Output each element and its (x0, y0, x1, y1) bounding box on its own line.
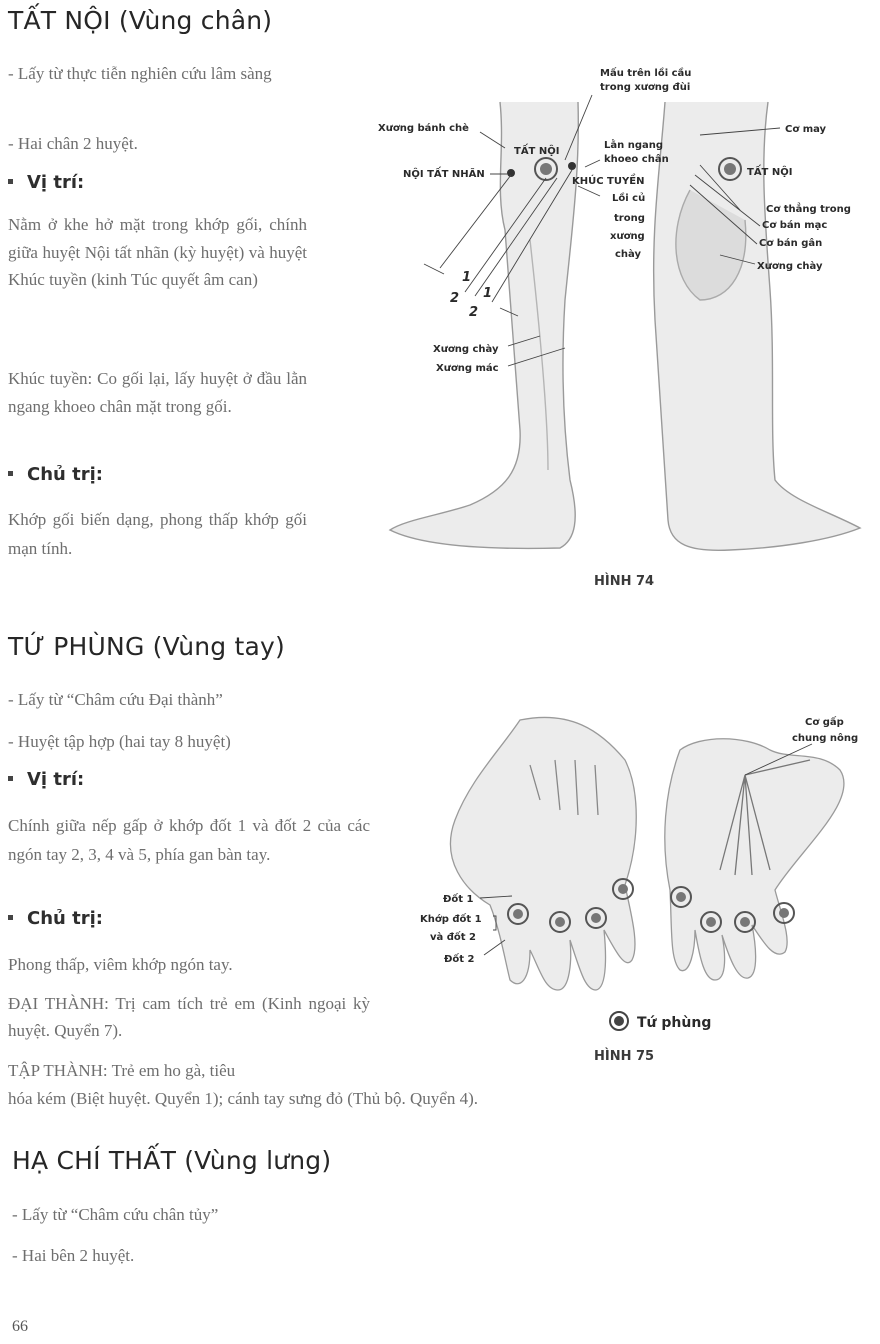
label-co-ban-gan: Cơ bán gân (759, 238, 823, 249)
label-measure-1a: 1 (462, 270, 472, 285)
point-count-text: - Hai chân 2 huyệt. (8, 134, 138, 153)
label-measure-2a: 2 (450, 291, 460, 306)
label-lan-ngang-1: Lằn ngang (604, 140, 664, 151)
location-heading: Vị trí: (8, 769, 84, 790)
label-mau-tren-1: Mấu trên lồi cầu (600, 68, 692, 79)
section-title-tu-phung: TỨ PHÙNG (Vùng tay) (8, 632, 285, 661)
label-noi-tat-nhan: NỘI TẤT NHÃN (403, 169, 485, 180)
label-xuong-chay-left: Xương chày (433, 344, 499, 355)
label-khop-1: Khớp đốt 1 (420, 914, 482, 925)
section-title-ha-chi-that: HẠ CHÍ THẤT (Vùng lưng) (12, 1146, 332, 1175)
label-measure-2b: 2 (469, 305, 479, 320)
figure-74-illustration (0, 0, 880, 600)
acupoint-khuc-tuyen (568, 162, 576, 170)
point-count-text: - Hai bên 2 huyệt. (12, 1246, 135, 1265)
label-tat-noi-right: TẤT NỘI (747, 167, 793, 178)
label-mau-tren-2: trong xương đùi (600, 82, 691, 93)
label-co-gap-1: Cơ gấp (805, 717, 844, 728)
location-heading: Vị trí: (8, 172, 84, 193)
source-text: - Lấy từ “Châm cứu chân tủy” (12, 1205, 219, 1224)
label-co-may: Cơ may (785, 124, 827, 135)
label-lan-ngang-2: khoeo chân (604, 154, 669, 165)
label-khuc-tuyen: KHÚC TUYỀN (572, 176, 645, 187)
indication-text: Phong thấp, viêm khớp ngón tay. (8, 955, 233, 974)
khuc-tuyen-text: Khúc tuyền: Co gối lại, lấy huyệt ở đầu lằn ngang khoeo chân mặt trong gối. (8, 369, 307, 416)
location-text: Chính giữa nếp gấp ở khớp đốt 1 và đốt 2 của các ngón tay 2, 3, 4 và 5, phía gan bàn tay. (8, 816, 370, 864)
indication-heading: Chủ trị: (8, 908, 103, 929)
label-tat-noi-left: TẤT NỘI (514, 146, 560, 157)
source-text: - Lấy từ “Châm cứu Đại thành” (8, 690, 223, 709)
legend-marker-icon (610, 1012, 628, 1030)
source-text: - Lấy từ thực tiễn nghiên cứu lâm sàng (8, 64, 272, 83)
label-co-thang-trong: Cơ thẳng trong (766, 204, 851, 215)
label-loi-cu-2: trong (614, 213, 645, 224)
figure-75-caption: HÌNH 75 (594, 1049, 655, 1064)
figure-75-illustration (0, 690, 880, 1070)
label-dot-1: Đốt 1 (443, 894, 474, 905)
tap-thanh-text-2: hóa kém (Biệt huyệt. Quyển 1); cánh tay sưng đỏ (Thủ bộ. Quyển 4). (8, 1089, 478, 1108)
label-xuong-banh-che: Xương bánh chè (378, 123, 469, 134)
label-co-ban-mac: Cơ bán mạc (762, 220, 828, 231)
acupoint-noi-tat-nhan (507, 169, 515, 177)
legend-label: Tứ phùng (637, 1015, 712, 1031)
tap-thanh-text-1: TẬP THÀNH: Trẻ em ho gà, tiêu (8, 1061, 236, 1080)
label-xuong-chay-right: Xương chày (757, 261, 823, 272)
page-number: 66 (12, 1318, 28, 1335)
section-title-tat-noi: TẤT NỘI (Vùng chân) (8, 6, 273, 35)
label-dot-2: Đốt 2 (444, 954, 475, 965)
indication-heading: Chủ trị: (8, 464, 103, 485)
dai-thanh-text: ĐẠI THÀNH: Trị cam tích trẻ em (Kinh ngoại kỳ huyệt. Quyển 7). (8, 994, 370, 1040)
label-co-gap-2: chung nông (792, 733, 859, 744)
point-count-text: - Huyệt tập hợp (hai tay 8 huyệt) (8, 732, 231, 751)
indication-text: Khớp gối biến dạng, phong thấp khớp gối mạn tính. (8, 510, 307, 558)
label-measure-1b: 1 (483, 286, 493, 301)
figure-74-caption: HÌNH 74 (594, 574, 655, 589)
label-khop-2: và đốt 2 (430, 932, 476, 943)
label-loi-cu-1: Lồi củ (612, 193, 646, 204)
label-loi-cu-4: chày (615, 249, 642, 260)
label-loi-cu-3: xương (610, 231, 645, 242)
label-xuong-mac: Xương mác (436, 363, 499, 374)
hand-drawing (450, 717, 844, 990)
location-text: Nằm ở khe hở mặt trong khớp gối, chính giữa huyệt Nội tất nhãn (kỳ huyệt) và huyệt Khúc tuyền (kinh Túc quyết âm can) (8, 215, 307, 289)
